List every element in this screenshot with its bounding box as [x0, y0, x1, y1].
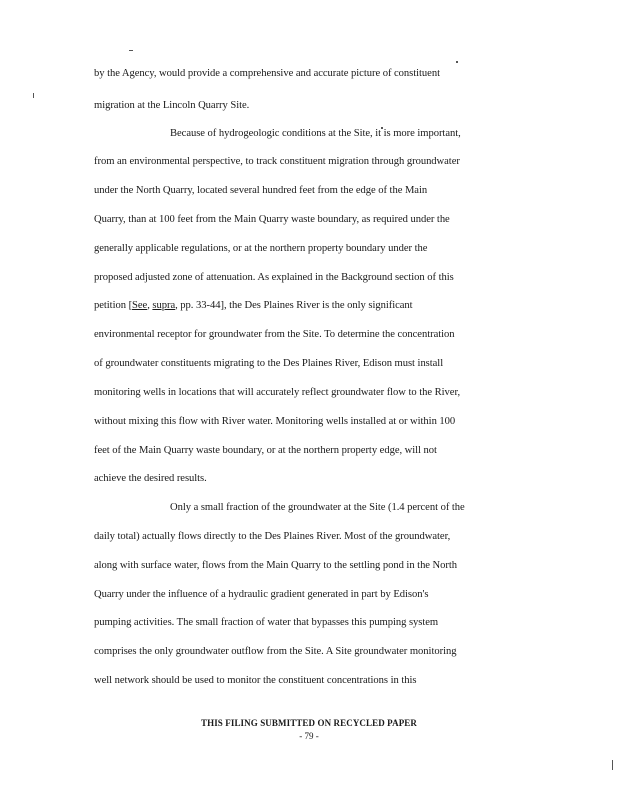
text-line: environmental receptor for groundwater from the Site. To determine the concentration	[94, 329, 455, 340]
text-line: without mixing this flow with River water. Monitoring wells installed at or within 100	[94, 416, 456, 427]
text-line: comprises the only groundwater outflow from the Site. A Site groundwater monitoring	[94, 646, 457, 657]
text-line: Only a small fraction of the groundwater at the Site (1.4 percent of the	[170, 502, 465, 513]
page-number: - 79 -	[299, 731, 319, 741]
text-line: Quarry under the influence of a hydraulic gradient generated in part by Edison's	[94, 589, 429, 600]
text-line: well network should be used to monitor the constituent concentrations in this	[94, 675, 417, 686]
text-line: monitoring wells in locations that will accurately reflect groundwater flow to the River,	[94, 387, 461, 398]
scan-speck	[456, 61, 458, 63]
text-line: along with surface water, flows from the Main Quarry to the settling pond in the North	[94, 560, 458, 571]
citation-suffix: , pp. 33-44], the Des Plaines River is the only significant	[175, 300, 413, 311]
text-line: under the North Quarry, located several hundred feet from the edge of the Main	[94, 185, 428, 196]
text-line: of groundwater constituents migrating to the Des Plaines River, Edison must install	[94, 358, 444, 369]
text-line: Because of hydrogeologic conditions at the Site, it is more important,	[170, 128, 461, 139]
citation-line	[94, 299, 534, 313]
text-line: feet of the Main Quarry waste boundary, or at the northern property edge, will not	[94, 445, 437, 456]
citation-see: See	[132, 300, 148, 311]
footer-recycled-notice: THIS FILING SUBMITTED ON RECYCLED PAPER	[200, 718, 417, 728]
scan-speck	[33, 93, 34, 98]
text-line: by the Agency, would provide a comprehensive and accurate picture of constituent	[94, 68, 440, 79]
text-line: from an environmental perspective, to track constituent migration through groundwater	[94, 156, 460, 167]
text-line: migration at the Lincoln Quarry Site.	[94, 100, 250, 111]
text-line: proposed adjusted zone of attenuation. As explained in the Background section of this	[94, 272, 454, 283]
text-line: Quarry, than at 100 feet from the Main Quarry waste boundary, as required under the	[94, 214, 450, 225]
citation-prefix: petition [	[94, 300, 133, 311]
citation-comma: ,	[147, 300, 153, 311]
text-line: daily total) actually flows directly to the Des Plaines River. Most of the groundwater,	[94, 531, 451, 542]
scan-speck	[129, 50, 133, 51]
text-line: pumping activities. The small fraction of water that bypasses this pumping system	[94, 617, 439, 628]
citation-supra: supra	[152, 300, 176, 311]
text-line: achieve the desired results.	[94, 473, 207, 484]
text-line: generally applicable regulations, or at the northern property boundary under the	[94, 243, 428, 254]
scan-speck	[612, 760, 613, 770]
